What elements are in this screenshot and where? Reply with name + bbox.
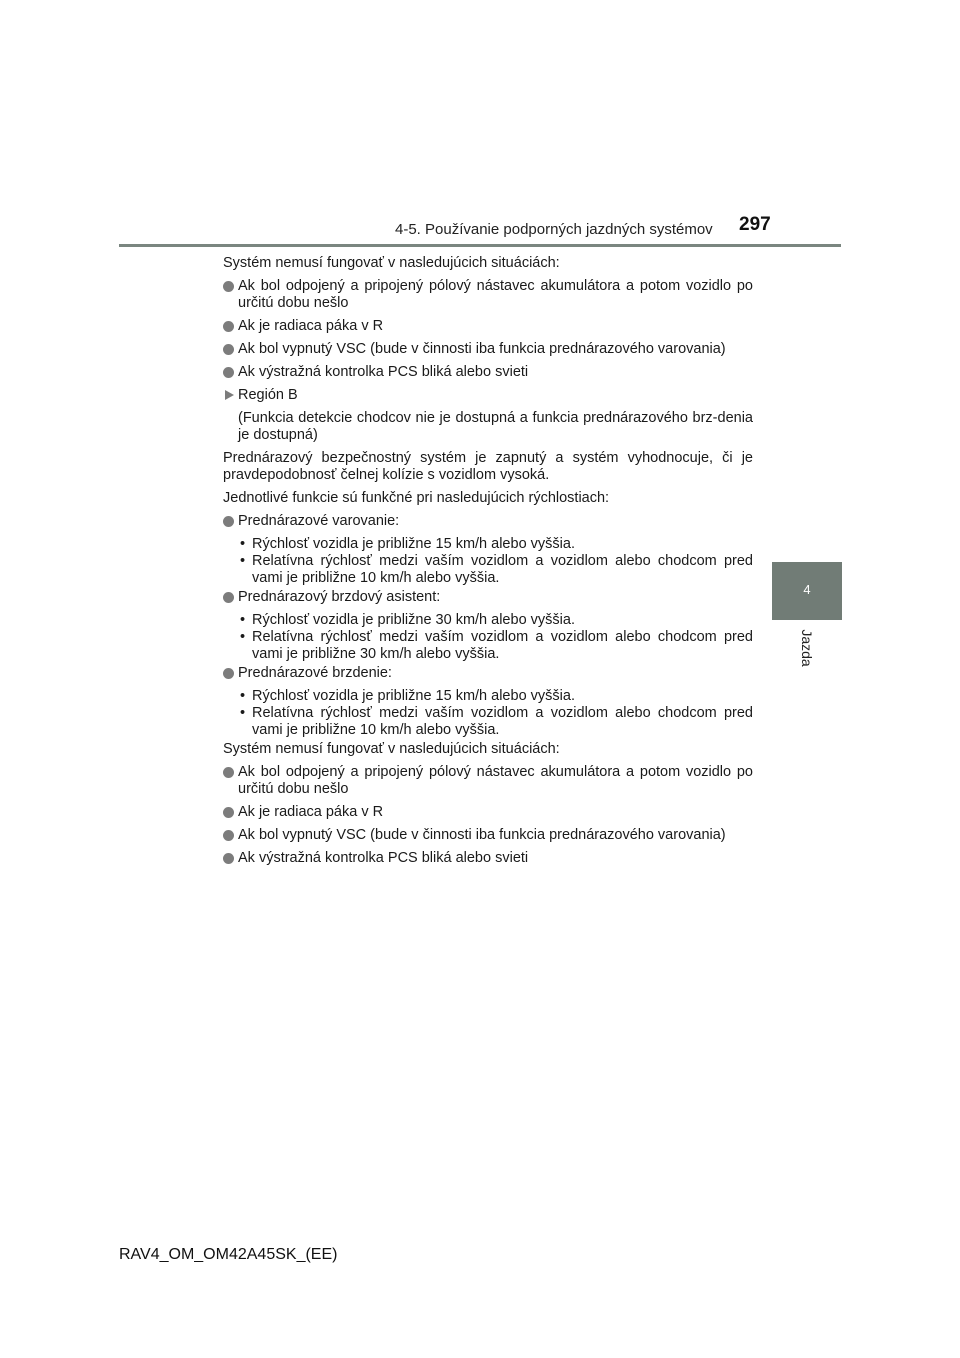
page-content [223,255,753,873]
speeds-intro: Jednotlivé funkcie sú funkčné pri nasledujúcich rýchlostiach: [223,490,610,506]
condition-text: Ak bol vypnutý VSC (bude v činnosti iba funkcia prednárazového varovania) [238,827,726,843]
condition-text: Ak bol odpojený a pripojený pólový nástavec akumulátora a potom vozidlo po určitú dobu nešlo [238,278,753,311]
sub-list-item [240,705,753,739]
condition-text: Ak výstražná kontrolka PCS bliká alebo svieti [238,364,529,380]
region-label: Región B [238,387,298,403]
condition-text: Ak výstražná kontrolka PCS bliká alebo svieti [238,850,529,866]
condition-text: Ak bol vypnutý VSC (bude v činnosti iba funkcia prednárazového varovania) [238,341,726,357]
header-divider [119,244,841,247]
condition-text: Ak je radiaca páka v R [238,804,384,820]
function-label: Prednárazový brzdový asistent: [238,589,441,605]
bullet-icon [223,668,234,679]
function-item [223,589,753,606]
triangle-arrow-icon [225,390,234,400]
sub-bullet: • [240,705,246,721]
function-conditions [240,536,753,587]
sub-list-item [240,629,753,663]
sub-list-text: Relatívna rýchlosť medzi vaším vozidlom a vozidlom alebo chodcom pred vami je približne 10 km/h alebo vyššia. [252,705,753,738]
function-conditions [240,612,753,663]
description-paragraph: Prednárazový bezpečnostný systém je zapnutý a systém vyhodnocuje, či je pravdepodobnosť čelnej kolízie s vozidlom vysoká. [223,450,753,483]
sub-list-text: Rýchlosť vozidla je približne 15 km/h alebo vyššia. [252,536,575,552]
intro-text: Systém nemusí fungovať v nasledujúcich situáciách: [223,255,560,271]
region-heading [223,387,753,404]
sub-list-text: Relatívna rýchlosť medzi vaším vozidlom a vozidlom alebo chodcom pred vami je približne 30 km/h alebo vyššia. [252,629,753,662]
bullet-icon [223,281,234,292]
sub-list-text: Rýchlosť vozidla je približne 30 km/h alebo vyššia. [252,612,575,628]
chapter-label: Jazda [799,629,815,667]
condition-item [223,318,753,335]
bullet-icon [223,853,234,864]
sub-list-item [240,536,753,553]
sub-list-item [240,688,753,705]
condition-item [223,804,753,821]
sub-list-item [240,612,753,629]
bullet-icon [223,367,234,378]
function-item [223,513,753,530]
function-label: Prednárazové varovanie: [238,513,400,529]
bullet-icon [223,830,234,841]
sub-bullet: • [240,612,246,628]
function-item [223,665,753,682]
sub-bullet: • [240,688,246,704]
intro-text-2: Systém nemusí fungovať v nasledujúcich situáciách: [223,741,560,757]
chapter-tab[interactable] [772,562,842,620]
condition-text: Ak bol odpojený a pripojený pólový nástavec akumulátora a potom vozidlo po určitú dobu nešlo [238,764,753,797]
sub-bullet: • [240,536,246,552]
sub-list-item [240,553,753,587]
page-number: 297 [739,214,771,235]
bullet-icon [223,592,234,603]
sub-bullet: • [240,629,246,645]
bullet-icon [223,321,234,332]
condition-item [223,764,753,798]
bullet-icon [223,767,234,778]
function-label: Prednárazové brzdenie: [238,665,392,681]
condition-text: Ak je radiaca páka v R [238,318,384,334]
bullet-icon [223,344,234,355]
sub-list-text: Relatívna rýchlosť medzi vaším vozidlom a vozidlom alebo chodcom pred vami je približne 10 km/h alebo vyššia. [252,553,753,586]
chapter-number: 4 [803,582,811,597]
function-conditions [240,688,753,739]
bullet-icon [223,516,234,527]
condition-item [223,341,753,358]
bullet-icon [223,807,234,818]
sub-bullet: • [240,553,246,569]
condition-item [223,827,753,844]
section-title: 4-5. Používanie podporných jazdných systémov [395,221,713,238]
document-code: RAV4_OM_OM42A45SK_(EE) [119,1246,338,1263]
sub-list-text: Rýchlosť vozidla je približne 15 km/h alebo vyššia. [252,688,575,704]
condition-item [223,278,753,312]
condition-item [223,850,753,867]
condition-item [223,364,753,381]
region-note: (Funkcia detekcie chodcov nie je dostupná a funkcia prednárazového brz-denia je dostupná) [238,410,753,443]
